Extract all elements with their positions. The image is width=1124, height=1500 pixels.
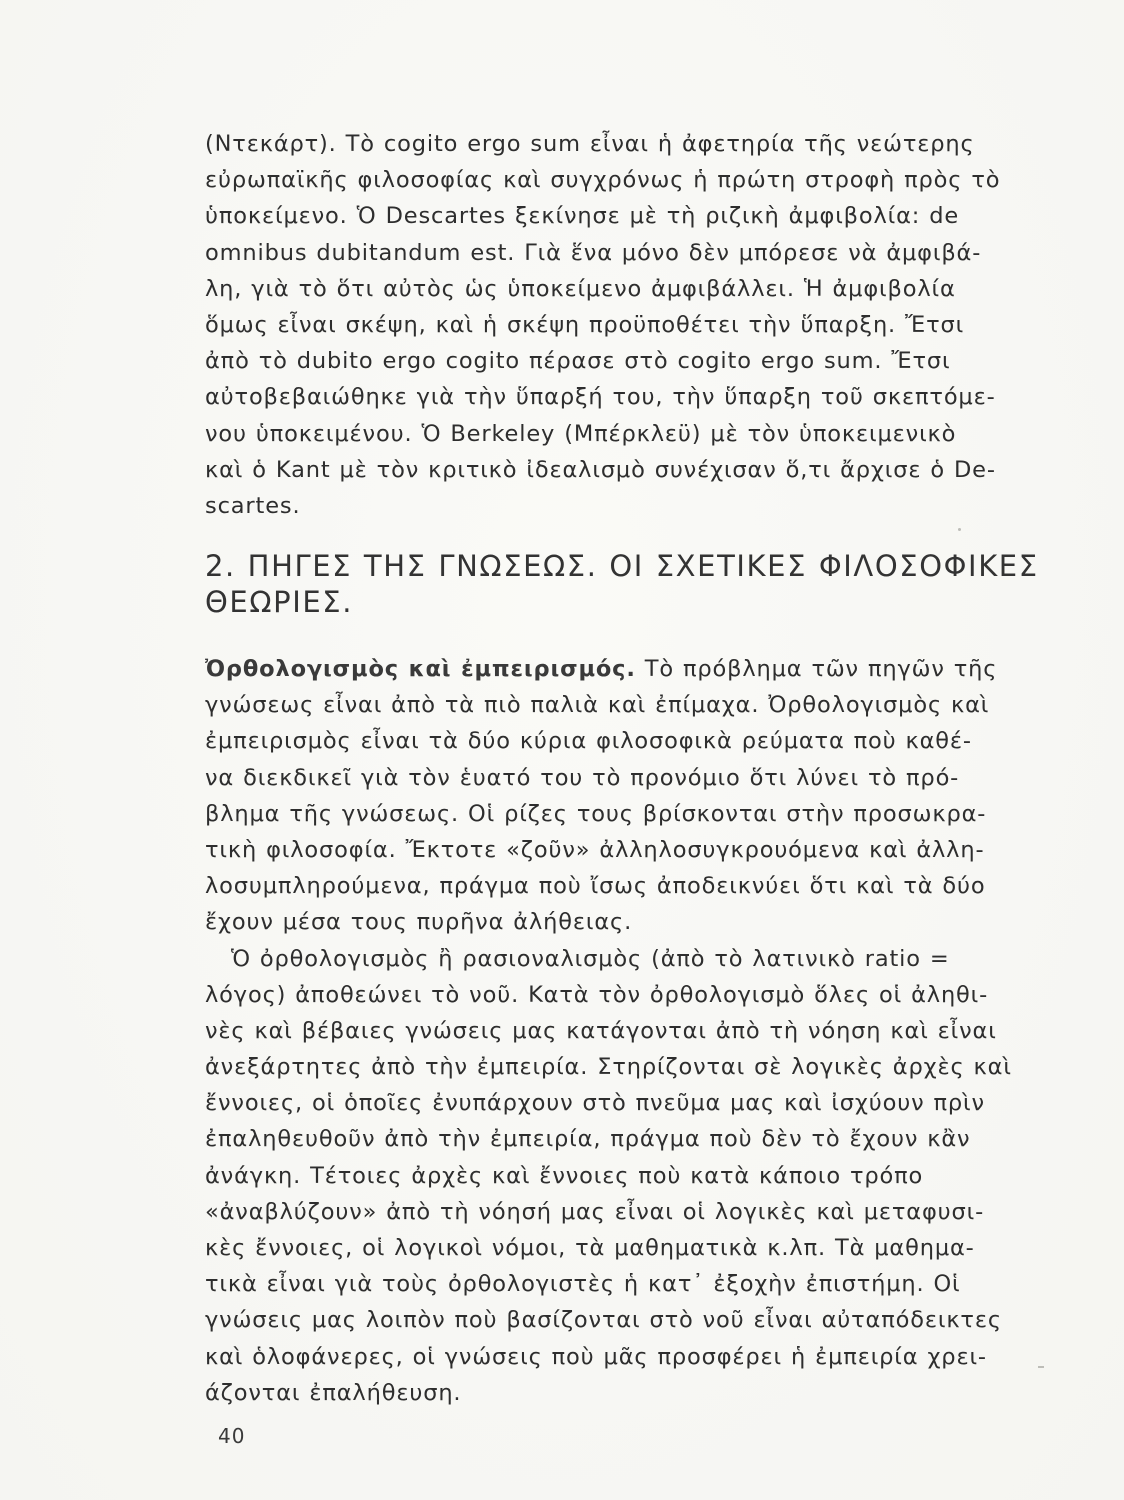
text-line: λόγος) ἀποθεώνει τὸ νοῦ. Κατὰ τὸν ὀρθολογισμὸ ὅλες οἱ ἀληθι- <box>205 981 989 1008</box>
text-line: scartes. <box>205 492 301 519</box>
scan-artifact-mark <box>1038 1366 1044 1368</box>
text-line: να διεκδικεῖ γιὰ τὸν ἑυατό του τὸ προνόμιο ὅτι λύνει τὸ πρό- <box>205 764 960 791</box>
text-line: κὲς ἔννοιες, οἱ λογικοὶ νόμοι, τὰ μαθηματικὰ κ.λπ. Τὰ μαθημα- <box>205 1235 975 1261</box>
text-line: εὐρωπαϊκῆς φιλοσοφίας καὶ συγχρόνως ἡ πρώτη στροφὴ πρὸς τὸ <box>205 167 1001 194</box>
text-line-with-lead <box>205 651 1043 687</box>
section-heading <box>205 548 1043 620</box>
text-fragment: Τὸ πρόβλημα τῶν πηγῶν τῆς <box>635 656 998 682</box>
text-line: τικὰ εἶναι γιὰ τοὺς ὀρθολογιστὲς ἡ κατ᾽ ἐξοχὴν ἐπιστήμη. Οἱ <box>205 1271 961 1298</box>
text-line: καὶ ὁλοφάνερες, οἱ γνώσεις ποὺ μᾶς προσφέρει ἡ ἐμπειρία χρει- <box>205 1343 987 1370</box>
text-line: (Ντεκάρτ). Τὸ cogito ergo sum εἶναι ἡ ἀφετηρία τῆς νεώτερης <box>205 131 975 157</box>
text-line: omnibus dubitandum est. Γιὰ ἕνα μόνο δὲν μπόρεσε νὰ ἀμφιβά- <box>205 239 982 266</box>
text-line: «ἀναβλύζουν» ἀπὸ τὴ νόησή μας εἶναι οἱ λογικὲς καὶ μεταφυσι- <box>205 1198 985 1225</box>
page-number: 40 <box>218 1424 246 1448</box>
scan-artifact-mark <box>958 528 961 531</box>
text-line: ἐπαληθευθοῦν ἀπὸ τὴν ἐμπειρία, πράγμα ποὺ δὲν τὸ ἔχουν κἂν <box>205 1126 971 1153</box>
text-line: ἐμπειρισμὸς εἶναι τὰ δύο κύρια φιλοσοφικὰ ρεύματα ποὺ καθέ- <box>205 728 972 755</box>
text-line: ὑποκείμενο. Ὁ Descartes ξεκίνησε μὲ τὴ ριζικὴ ἀμφιβολία: de <box>205 203 960 230</box>
text-line: νὲς καὶ βέβαιες γνώσεις μας κατάγονται ἀπὸ τὴ νόηση καὶ εἶναι <box>205 1017 997 1044</box>
text-line: ἔχουν μέσα τους πυρῆνα ἀλήθειας. <box>205 909 633 936</box>
text-line: αὐτοβεβαιώθηκε γιὰ τὴν ὕπαρξή του, τὴν ὕπαρξη τοῦ σκεπτόμε- <box>205 384 996 411</box>
heading-line: 2. ΠΗΓΕΣ ΤΗΣ ΓΝΩΣΕΩΣ. ΟΙ ΣΧΕΤΙΚΕΣ ΦΙΛΟΣΟΦΙΚΕΣ <box>205 549 1039 583</box>
paragraphs-rationalism <box>205 651 1043 1411</box>
text-line: γνώσεως εἶναι ἀπὸ τὰ πιὸ παλιὰ καὶ ἐπίμαχα. Ὀρθολογισμὸς καὶ <box>205 692 990 719</box>
text-line: λη, γιὰ τὸ ὅτι αὐτὸς ὡς ὑποκείμενο ἀμφιβάλλει. Ἡ ἀμφιβολία <box>205 275 956 302</box>
text-line: ἀνεξάρτητες ἀπὸ τὴν ἐμπειρία. Στηρίζονται σὲ λογικὲς ἀρχὲς καὶ <box>205 1054 1012 1081</box>
text-line: τικὴ φιλοσοφία. Ἔκτοτε «ζοῦν» ἀλληλοσυγκρουόμενα καὶ ἀλλη- <box>205 836 985 863</box>
text-line: ἔννοιες, οἱ ὁποῖες ἐνυπάρχουν στὸ πνεῦμα μας καὶ ἰσχύουν πρὶν <box>205 1090 985 1117</box>
bold-lead-term: Ὀρθολογισμὸς καὶ ἐμπειρισμός. <box>205 656 636 682</box>
text-line: ἀνάγκη. Τέτοιες ἀρχὲς καὶ ἔννοιες ποὺ κατὰ κάποιο τρόπο <box>205 1162 924 1189</box>
text-line: ὅμως εἶναι σκέψη, καὶ ἡ σκέψη προϋποθέτει τὴν ὕπαρξη. Ἔτσι <box>205 311 965 338</box>
text-line: ἀπὸ τὸ dubito ergo cogito πέρασε στὸ cogito ergo sum. Ἔτσι <box>205 348 951 375</box>
paragraph-descartes <box>205 126 1043 524</box>
text-line: Ὁ ὀρθολογισμὸς ἢ ρασιοναλισμὸς (ἀπὸ τὸ λατινικὸ ratio = <box>231 945 950 972</box>
text-line: λοσυμπληρούμενα, πράγμα ποὺ ἴσως ἀποδεικνύει ὅτι καὶ τὰ δύο <box>205 873 986 900</box>
text-line: νου ὑποκειμένου. Ὁ Berkeley (Μπέρκλεϋ) μὲ τὸν ὑποκειμενικὸ <box>205 420 957 447</box>
text-line: άζονται ἐπαλήθευση. <box>205 1379 462 1406</box>
text-line: καὶ ὁ Kant μὲ τὸν κριτικὸ ἰδεαλισμὸ συνέχισαν ὅ,τι ἄρχισε ὁ De- <box>205 456 996 483</box>
text-line: γνώσεις μας λοιπὸν ποὺ βασίζονται στὸ νοῦ εἶναι αὐταπόδεικτες <box>205 1307 1002 1334</box>
text-line: βλημα τῆς γνώσεως. Οἱ ρίζες τους βρίσκονται στὴν προσωκρα- <box>205 800 987 827</box>
heading-line: ΘΕΩΡΙΕΣ. <box>205 585 354 619</box>
